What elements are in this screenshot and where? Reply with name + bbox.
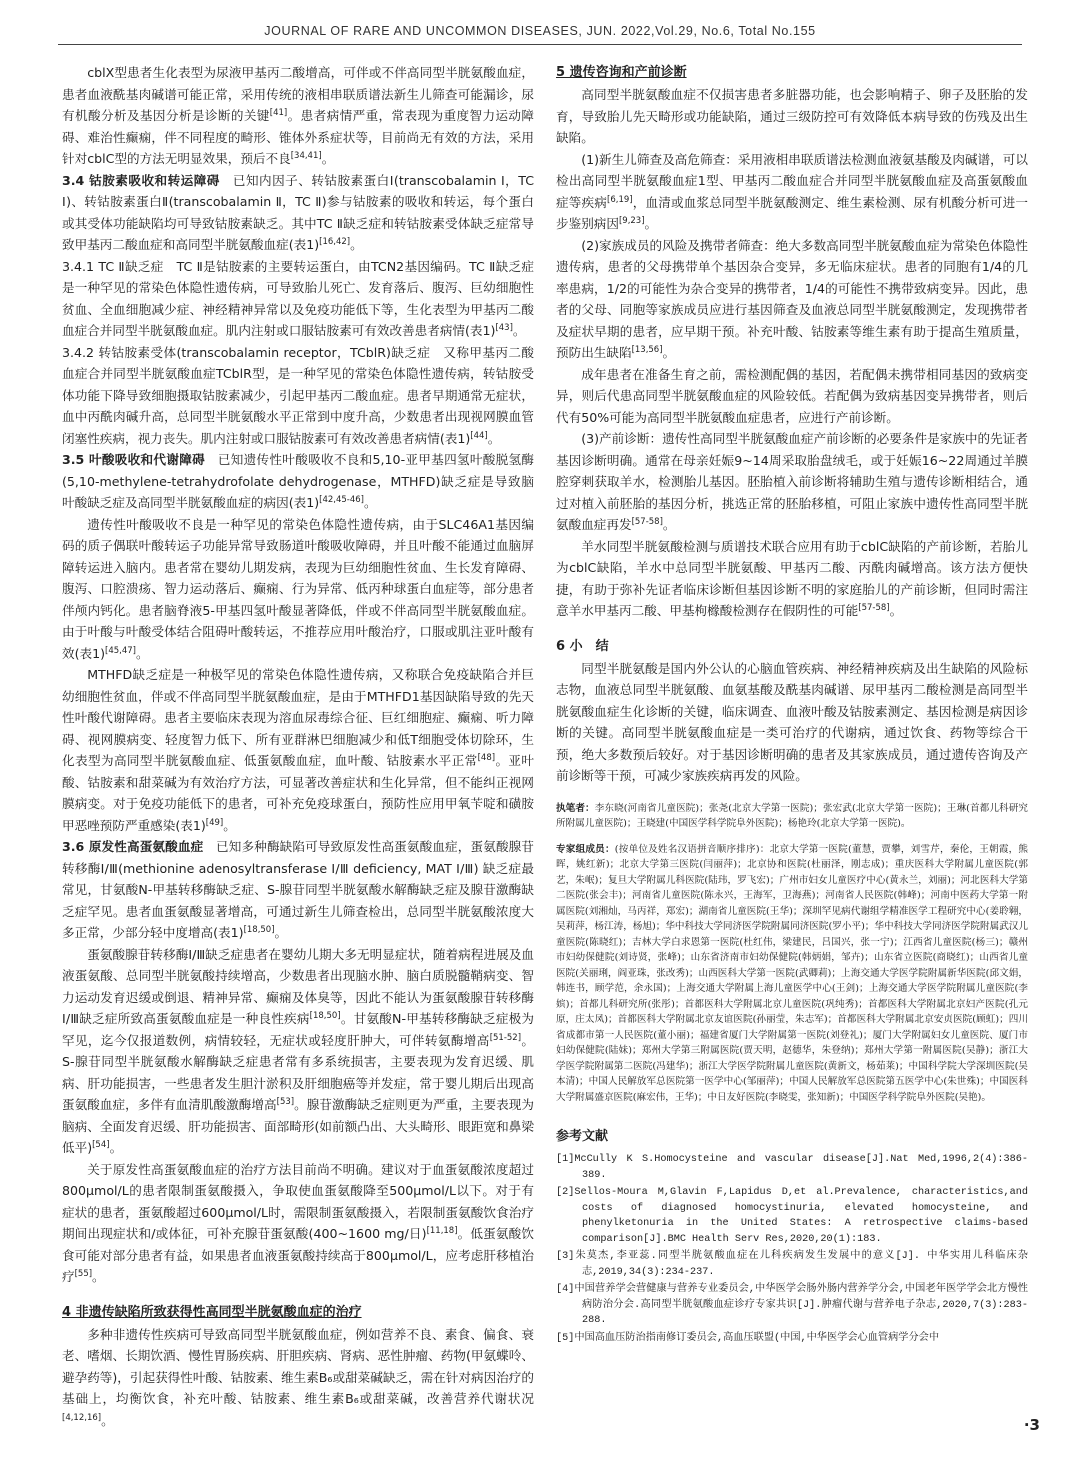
reference-item: [4]中国营养学会营健康与营养专业委员会,中华医学会肠外肠内营养学分会,中国老年医学学会北方慢性病防治分会.高同型半胱氨酸血症诊疗专家共识[J].肿瘤代谢与营养电子杂志,2020,7(3):283-288. (556, 1284, 1028, 1326)
section-4-heading: 4 非遗传缺陷所致获得性高同型半胱氨酸血症的治疗 (62, 1304, 362, 1320)
authors-note: 执笔者：李东晓(河南省儿童医院)；张尧(北京大学第一医院)；张宏武(北京大学第一医院)；王琳(首都儿科研究所附属儿童医院)；王晓建(中国医学科学院阜外医院)；杨艳玲(北京大学第一医院)。 (556, 802, 1029, 829)
paragraph: 蛋氨酸腺苷转移酶Ⅰ/Ⅲ缺乏症患者在婴幼儿期大多无明显症状，随着病程进展及血液蛋氨酸、总同型半胱氨酸持续增高，少数患者出现脑水肿、脑白质脱髓鞘病变、智力运动发育迟缓或倒退、精神异常、癫痫及体臭等，因此不能认为蛋氨酸腺苷转移酶Ⅰ/Ⅲ缺乏症所致高蛋氨酸血症是一种良性疾病[18,50]。甘氨酸N-甲基转移酶缺乏症极为罕见，迄今仅报道数例，病情较轻，无症状或轻度肝肿大，可伴转氨酶增高[51-52]。S-腺苷同型半胱氨酸水解酶缺乏症患者常有多系统损害，主要表现为发育迟缓、肌病、肝功能损害，一些患者发生胆汁淤积及肝细胞癌等并发症，常于婴儿期后出现高蛋氨酸血症，多伴有血清肌酸激酶增高[53]。腺苷激酶缺乏症则更为严重，主要表现为脑病、全面发育迟缓、肝功能损害、面部畸形(如前额凸出、大头畸形、眼距宽和鼻梁低平)[54]。 (62, 946, 535, 1155)
reference-list (556, 1152, 1028, 1346)
header-rule (58, 44, 1022, 45)
journal-header: JOURNAL OF RARE AND UNCOMMON DISEASES, JUN. 2022,Vol.29, No.6, Total No.155 (264, 24, 816, 38)
paragraph: cblX型患者生化表型为尿液甲基丙二酸增高，可伴或不伴高同型半胱氨酸血症，患者血液酰基肉碱谱可能正常，采用传统的液相串联质谱法新生儿筛查可能漏诊，尿有机酸分析及基因分析是诊断的关键[41]。患者病情严重，常表现为重度智力运动障碍、难治性癫痫，伴不同程度的畸形、锥体外系症状等，目前尚无有效的方法，采用针对cblC型的方法无明显效果，预后不良[34,41]。 (62, 65, 535, 166)
reference-item: [2]Sellos-Moura M,Glavin F,Lapidus D,et al.Prevalence, characteristics,and costs of diagnosed homocystinuria, elevated homocysteine, and phenylketonuria in the United States: A retrospective claims-based comparison[J].BMC Health Serv Res,2020,20(1):183. (556, 1187, 1028, 1245)
references-heading: 参考文献 (556, 1129, 609, 1144)
section-3-6: 3.6 原发性高蛋氨酸血症 已知多种酶缺陷可导致原发性高蛋氨酸血症，蛋氨酸腺苷转移酶Ⅰ/Ⅲ(methionine adenosyltransferase Ⅰ/Ⅲ deficiency, MAT Ⅰ/Ⅲ) 缺乏症最常见，甘氨酸N-甲基转移酶缺乏症、S-腺苷同型半胱氨酸水解酶缺乏症及腺苷激酶缺乏症罕见。患者血蛋氨酸显著增高，可通过新生儿筛查检出，总同型半胱氨酸浓度大多正常，少部分轻中度增高(表1)[18,50]。 (62, 839, 534, 940)
section-3-4: 3.4 钴胺素吸收和转运障碍 已知内因子、转钴胺素蛋白Ⅰ(transcobalamin Ⅰ，TC Ⅰ)、转钴胺素蛋白Ⅱ(transcobalamin Ⅱ，TC Ⅱ)参与钴胺素的吸收和转运，每个蛋白或其受体功能缺陷均可导致钴胺素缺乏。其中TC Ⅱ缺乏症和转钴胺素受体缺乏症常导致甲基丙二酸血症和高同型半胱氨酸血症(表1)[16,42]。 (62, 172, 534, 252)
paragraph: 同型半胱氨酸是国内外公认的心脑血管疾病、神经精神疾病及出生缺陷的风险标志物，血液总同型半胱氨酸、血氨基酸及酰基肉碱谱、尿甲基丙二酸检测是高同型半胱氨酸血症生化诊断的关键，临床调查、血液叶酸及钴胺素测定、基因检测是病因诊断的关键。高同型半胱氨酸血症是一类可治疗的代谢病，通过饮食、药物等综合干预，绝大多数预后较好。对于基因诊断明确的患者及其家族成员，通过遗传咨询及产前诊断等干预，可减少家族疾病再发的风险。 (556, 660, 1028, 783)
paragraph: 遗传性叶酸吸收不良是一种罕见的常染色体隐性遗传病，由于SLC46A1基因编码的质子偶联叶酸转运子功能异常导致肠道叶酸吸收障碍，并且叶酸不能通过血脑屏障转运进入脑内。患者常在婴幼儿期发病，表现为巨幼细胞性贫血、生长发育障碍、腹泻、口腔溃疡、智力运动落后、癫痫、行为异常、低丙种球蛋白血症等，部分患者伴颅内钙化。患者脑脊液5-甲基四氢叶酸显著降低，伴或不伴高同型半胱氨酸血症。由于叶酸与叶酸受体结合阻碍叶酸转运，不推荐应用叶酸治疗，口服或肌注亚叶酸有效(表1)[45,47]。 (62, 516, 534, 661)
reference-item: [3]朱莫杰,李亚蕊.同型半胱氨酸血症在儿科疾病发生发展中的意义[J]. 中华实用儿科临床杂志,2019,34(3):234-237. (556, 1251, 1028, 1278)
section-5-heading: 5 遗传咨询和产前诊断 (556, 65, 687, 80)
left-column (62, 62, 534, 1431)
paragraph: (2)家族成员的风险及携带者筛查：绝大多数高同型半胱氨酸血症为常染色体隐性遗传病，患者的父母携带单个基因杂合变异，多无临床症状。患者的同胞有1/4的几率患病，1/2的可能性为杂合变异的携带者，1/4的可能性不携带致病变异。因此，患者的父母、同胞等家族成员应进行基因筛查及血液总同型半胱氨酸测定，发现携带者及症状早期的患者，应早期干预。补充叶酸、钴胺素等维生素有助于提高生殖质量，预防出生缺陷[13,56]。 (556, 237, 1028, 360)
paragraph: (3)产前诊断：遗传性高同型半胱氨酸血症产前诊断的必要条件是家族中的先证者基因诊断明确。通常在母亲妊娠9~14周采取胎盘绒毛，或于妊娠16~22周通过羊膜腔穿刺获取羊水，检测胎儿基因。胚胎植入前诊断将辅助生殖与遗传诊断相结合，通过对植入前胚胎的基因分析，挑选正常的胚胎移植，可阻止家族中遗传性高同型半胱氨酸血症再发[57-58]。 (556, 431, 1028, 532)
section-6-heading: 6 小 结 (556, 638, 609, 654)
paragraph: MTHFD缺乏症是一种极罕见的常染色体隐性遗传病，又称联合免疫缺陷合并巨幼细胞性贫血，伴或不伴高同型半胱氨酸血症，是由于MTHFD1基因缺陷导致的先天性叶酸代谢障碍。患者主要临床表现为溶血尿毒综合征、巨红细胞症、癫痫、听力障碍、视网膜病变、轻度智力低下、所有亚群淋巴细胞减少和低T细胞受体切除环，生化表型为高同型半胱氨酸血症、低蛋氨酸血症，血叶酸、钴胺素水平正常[48]。亚叶酸、钴胺素和甜菜碱为有效治疗方法，可显著改善症状和生化异常，但不能纠正视网膜病变。对于免疫功能低下的患者，可补充免疫球蛋白，预防性应用甲氧苄啶和磺胺甲恶唑预防严重感染(表1)[49]。 (62, 667, 535, 833)
paragraph: 高同型半胱氨酸血症不仅损害患者多脏器功能，也会影响精子、卵子及胚胎的发育，导致胎儿先天畸形或功能缺陷，通过三级防控可有效降低本病导致的伤残及出生缺陷。 (556, 87, 1028, 145)
section-heading: 3.6 原发性高蛋氨酸血症 (62, 839, 204, 854)
right-column (556, 62, 1028, 1348)
paragraph: 成年患者在准备生育之前，需检测配偶的基因，若配偶未携带相同基因的致病变异，则后代患高同型半胱氨酸血症的风险较低。若配偶为致病基因变异携带者，则后代有50%可能为高同型半胱氨酸血症患者，应进行产前诊断。 (556, 366, 1028, 425)
paragraph: 关于原发性高蛋氨酸血症的治疗方法目前尚不明确。建议对于血蛋氨酸浓度超过800μmol/L的患者限制蛋氨酸摄入，争取使血蛋氨酸降至500μmol/L以下。对于有症状的患者，蛋氨酸超过600μmol/L时，需限制蛋氨酸摄入，若限制蛋氨酸饮食治疗期间出现症状和/或体征，可补充腺苷蛋氨酸(400~1600 mg/日)[11,18]。低蛋氨酸饮食可能对部分患者有益，如果患者血液蛋氨酸持续高于800μmol/L，应考虑肝移植治疗[55]。 (62, 1161, 534, 1284)
experts-note: 专家组成员：(按单位及姓名汉语拼音顺序排序)：北京大学第一医院(董慧，贾攀，刘雪芹，秦伦，王朝霞，熊晖，姚红新)；北京大学第三医院(闫丽萍)；北京协和医院(杜丽泽，刚志成)；重庆医科大学附属儿童医院(郭艺，朱岷)；复旦大学附属儿科医院(陆玮，罗飞宏)；广州市妇女儿童医疗中心(黄永兰，刘丽)；河北医科大学第二医院(张会丰)；河南省儿童医院(陈永兴，王海军，卫海燕)；河南省人民医院(韩峰)；河南中医药大学第一附属医院(刘湘灿，马丙祥，郑宏)；湖南省儿童医院(王华)；深圳罕见病代谢组学精准医学工程研究中心(姜聆翱，吴莉萍，杨江涛，杨旭)；华中科技大学同济医学院附属同济医院(罗小平)；华中科技大学同济医学院附属武汉儿童医院(陈晓红)；吉林大学白求恩第一医院(杜红伟，梁建民，吕国兴，张一宁)；江西省儿童医院(杨三)；赣州市妇幼保健院(刘诗贤，张峰)；山东省济南市妇幼保健院(韩炳娟，邹卉)；山东省立医院(商晓红)；山西省儿童医院(关丽琍，阎亚珠，张改秀)；山西医科大学第一医院(武卿莉)；上海交通大学医学院附属新华医院(邱文娟，韩连书，顾学范，余永国)；上海交通大学附属上海儿童医学中心(王剑)；上海交通大学医学院附属儿童医院(李嫔)；首都儿科研究所(张彤)；首都医科大学附属北京儿童医院(巩纯秀)；首都医科大学附属北京妇产医院(孔元原，庄太凤)；首都医科大学附属北京友谊医院(孙丽莹，朱志军)；首都医科大学附属北京安贞医院(顾虹)；四川省成都市第一人民医院(董小丽)；福建省厦门大学附属第一医院(刘登礼)；厦门大学附属妇女儿童医院、厦门市妇幼保健院(陆妹)；郑州大学第三附属医院(贾天明，赵德华，朱登纳)；郑州大学第一附属医院(吴静)；浙江大学医学院附属第二医院(冯建华)；浙江大学医学院附属儿童医院(黄新文，杨茹莱)；中国科学院大学深圳医院(吴本清)；中国人民解放军总医院第一医学中心(邹丽萍)；中国人民解放军总医院第五医学中心(朱世殊)；中国医科大学附属盛京医院(麻宏伟，王华)；中日友好医院(李晓雯，张知新)；中国医学科学院阜外医院(吴艳)。 (556, 843, 1029, 1103)
paragraph: 羊水同型半胱氨酸检测与质谱技术联合应用有助于cblC缺陷的产前诊断，若胎儿为cblC缺陷，羊水中总同型半胱氨酸、甲基丙二酸、丙酰肉碱增高。该方法方便快捷，有助于弥补先证者临床诊断但基因诊断不明的家庭胎儿的产前诊断，但同时需注意羊水甲基丙二酸、甲基枸橼酸检测存在假阴性的可能[57-58]。 (556, 538, 1028, 618)
reference-item: [1]McCully K S.Homocysteine and vascular disease[J].Nat Med,1996,2(4):386-389. (556, 1154, 1028, 1181)
paragraph: (1)新生儿筛查及高危筛查：采用液相串联质谱法检测血液氨基酸及肉碱谱，可以检出高同型半胱氨酸血症1型、甲基丙二酸血症合并同型半胱氨酸血症及高蛋氨酸血症等疾病[6,19]，血清或血浆总同型半胱氨酸测定、维生素检测、尿有机酸分析可进一步鉴别病因[9,23]。 (556, 151, 1029, 231)
page-number: ·3 (1023, 1416, 1040, 1434)
section-3-5: 3.5 叶酸吸收和代谢障碍 已知遗传性叶酸吸收不良和5,10-亚甲基四氢叶酸脱氢酶(5,10-methylene-tetrahydrofolate dehydrogenase，MTHFD)缺乏症是导致脑叶酸缺乏症及高同型半胱氨酸血症的病因(表1)[42,45-46]。 (62, 452, 534, 510)
paragraph: 多种非遗传性疾病可导致高同型半胱氨酸血症，例如营养不良、素食、偏食、衰老、嗜烟、长期饮酒、慢性胃肠疾病、肝胆疾病、肾病、恶性肿瘤、药物(甲氨蝶呤、避孕药等)，引起获得性叶酸、钴胺素、维生素B₆或甜菜碱缺乏，需在针对病因治疗的基础上，均衡饮食，补充叶酸、钴胺素、维生素B₆或甜菜碱，改善营养代谢状况[4,12,16]。 (62, 1326, 534, 1428)
reference-item: [5]中国高血压防治指南修订委员会,高血压联盟(中国,中华医学会心血管病学分会中 (556, 1332, 940, 1344)
section-3-4-2: 3.4.2 转钴胺素受体(transcobalamin receptor，TCblR)缺乏症 又称甲基丙二酸血症合并同型半胱氨酸血症TCblR型，是一种罕见的常染色体隐性遗传病，转钴胺受体功能下降导致细胞摄取钴胺素减少，引起甲基丙二酸血症。患者早期通常无症状，血中丙酰肉碱升高，总同型半胱氨酸水平正常到中度升高，少数患者出现视网膜血管闭塞性疾病，视力丧失。肌内注射或口服钴胺素可有效改善患者病情(表1)[44]。 (62, 344, 534, 446)
section-3-4-1: 3.4.1 TC Ⅱ缺乏症 TC Ⅱ是钴胺素的主要转运蛋白，由TCN2基因编码。TC Ⅱ缺乏症是一种罕见的常染色体隐性遗传病，可导致胎儿死亡、发育落后、腹泻、巨幼细胞性贫血、全血细胞减少症、神经精神异常以及免疫功能低下等，生化表型为甲基丙二酸血症合并同型半胱氨酸血症。肌内注射或口服钴胺素可有效改善患者病情(表1)[43]。 (62, 258, 534, 338)
section-heading: 3.5 叶酸吸收和代谢障碍 (62, 452, 205, 467)
section-heading: 3.4 钴胺素吸收和转运障碍 (62, 172, 220, 188)
